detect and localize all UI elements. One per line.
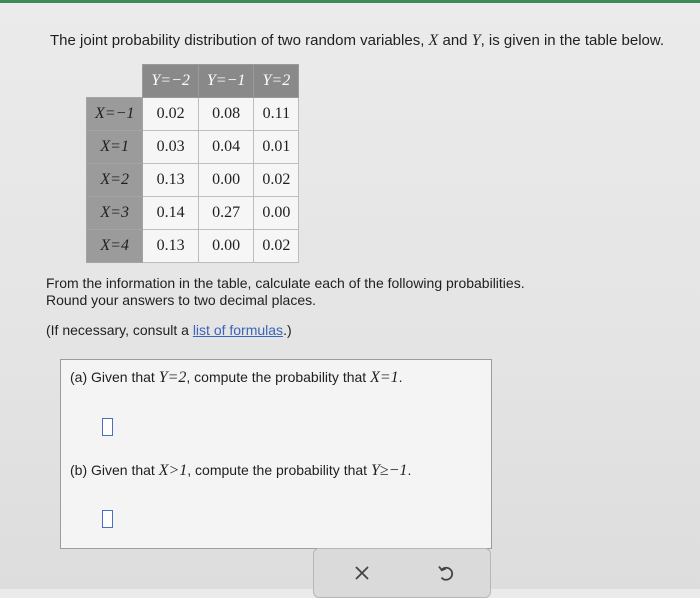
col-header: Y=2 [254,65,299,98]
row-header: X=3 [87,197,143,230]
consult-text-2: .) [283,322,292,338]
question-b-prefix: (b) Given that [70,462,159,478]
table-row [87,98,299,131]
instructions-line-2: Round your answers to two decimal places. [46,292,317,308]
question-b-mid: , compute the probability that [187,462,371,478]
table-cell: 0.02 [254,230,299,263]
reset-button[interactable] [432,559,460,587]
table-corner [87,65,143,98]
clear-button[interactable] [348,559,376,587]
table-cell: 0.27 [198,197,254,230]
intro-text-1: The joint probability distribution of two random variables, [50,32,429,49]
table-cell: 0.00 [254,197,299,230]
instructions [46,275,525,309]
row-header: X=2 [87,164,143,197]
table-row [87,230,299,263]
top-rule [0,0,700,3]
action-bar [313,548,491,598]
intro-text-2: and [438,32,472,49]
table-row [87,197,299,230]
table-cell: 0.13 [143,230,199,263]
table-cell: 0.02 [254,164,299,197]
table-cell: 0.08 [198,98,254,131]
question-a-prefix: (a) Given that [70,369,159,385]
table-cell: 0.02 [143,98,199,131]
question-a [70,369,403,387]
table-cell: 0.03 [143,131,199,164]
close-icon [348,559,376,587]
table-header-row [87,65,299,98]
question-a-mid: , compute the probability that [186,369,371,385]
undo-icon [432,559,460,587]
table-row [87,164,299,197]
answer-b-input[interactable] [102,510,113,528]
question-a-end: . [398,369,403,385]
col-header: Y=−1 [198,65,254,98]
question-b-condition: X>1 [158,462,188,479]
row-header: X=−1 [87,98,143,131]
question-b-event: Y≥−1 [370,462,408,479]
formulas-link[interactable]: list of formulas [192,322,284,338]
intro-text-3: , is given in the table below. [480,32,665,49]
table-cell: 0.13 [143,164,199,197]
question-a-condition: Y=2 [158,369,187,386]
problem-intro [50,32,664,50]
table-cell: 0.11 [254,98,299,131]
table-cell: 0.01 [254,131,299,164]
table-cell: 0.00 [198,230,254,263]
consult-note [46,322,292,338]
table-cell: 0.04 [198,131,254,164]
question-panel [60,359,492,549]
col-header: Y=−2 [143,65,199,98]
table-row [87,131,299,164]
answer-a-input[interactable] [102,418,113,436]
question-a-event: X=1 [370,369,399,386]
var-x: X [428,32,439,49]
row-header: X=1 [87,131,143,164]
question-b [70,462,411,480]
table-cell: 0.00 [198,164,254,197]
question-b-end: . [407,462,412,478]
var-y: Y [471,32,481,49]
table-cell: 0.14 [143,197,199,230]
consult-text-1: (If necessary, consult a [46,322,193,338]
joint-probability-table [86,64,299,263]
instructions-line-1: From the information in the table, calculate each of the following probabilities. [46,275,525,291]
row-header: X=4 [87,230,143,263]
